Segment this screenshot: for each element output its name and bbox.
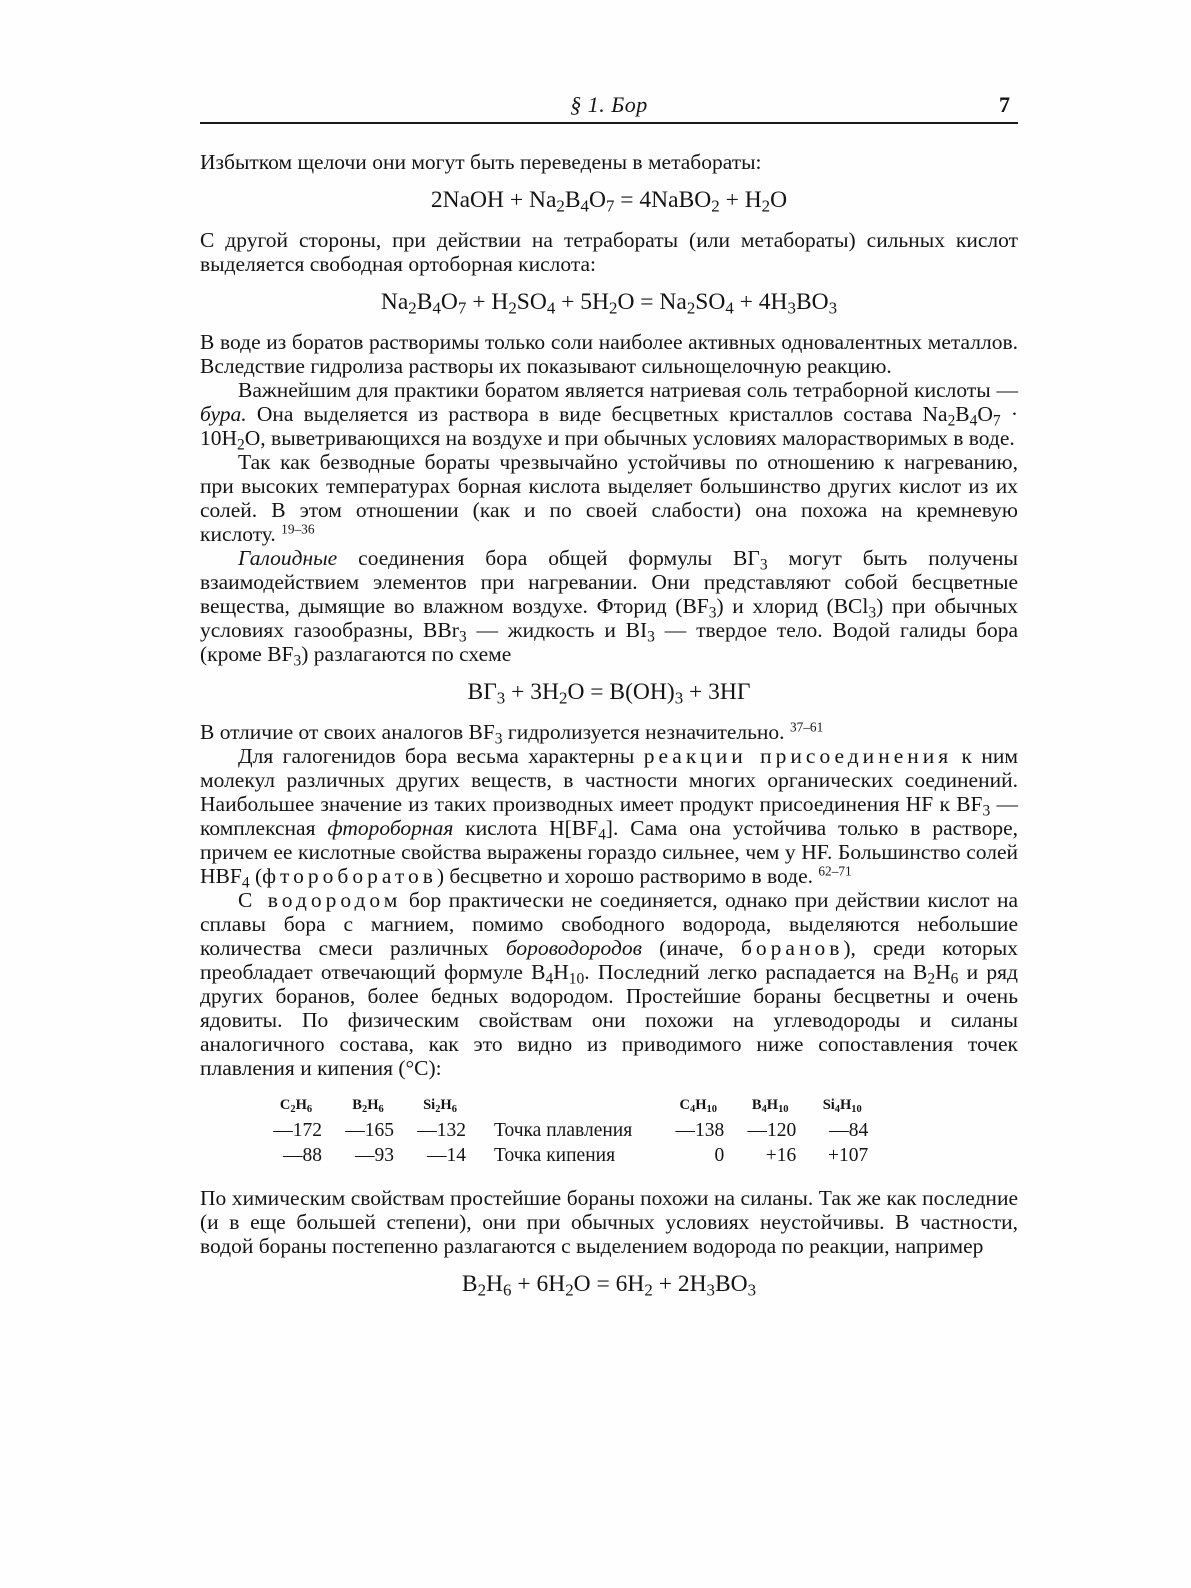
cell-si4h10-boiling: +107 <box>827 1145 869 1166</box>
header-b2h6: $B_2H_6$ <box>352 1096 384 1115</box>
header-b4h10: $B_4H_{10}$ <box>751 1096 789 1115</box>
paragraph-bf3-hydrolysis: В отличие от своих аналогов $BF_3$ гидролизуется незначительно. $^{37-61}$ <box>200 719 824 748</box>
term-borax: бура. <box>200 402 247 426</box>
row-label-boiling: Точка кипения <box>494 1145 616 1166</box>
term-halides: Галоидные <box>238 546 338 570</box>
running-title: § 1. Бор <box>570 92 648 117</box>
table-header-row <box>260 1092 878 1118</box>
paragraph-metaborates: Избытком щелочи они могут быть переведены в метабораты: <box>200 150 762 174</box>
table-row <box>260 1143 878 1168</box>
header-c2h6: $C_2H_6$ <box>279 1096 313 1115</box>
page-header <box>200 92 1018 128</box>
spaced-boranes: боранов <box>740 936 844 960</box>
header-si2h6: $Si_2H_6$ <box>423 1096 457 1115</box>
equation-borax-sulfuric: $Na_2B_4O_7 + H_2SO_4 + 5H_2O = Na_2SO_4 + 4H_3BO_3$ <box>380 289 838 318</box>
header-si4h10: $Si_4H_{10}$ <box>822 1096 862 1115</box>
page-body <box>200 150 1018 1312</box>
page-number: 7 <box>999 92 1010 117</box>
reference-62-71: 62–71 <box>818 863 852 879</box>
cell-b4h10-melting: —120 <box>747 1120 797 1141</box>
paragraph-halides: Галоидные соединения бора общей формулы $BГ_3$ могут быть получены взаимодействием элементов при нагревании. Они представляют собой бесцветные вещества, дымящие во влажном воздухе. Фторид $(BF_3)$ и хлорид (BCl$_3$) при обычных условиях газообразны, BBr$_3$ — жидкость и $BI_3$ — твердое тело. Водой галиды бора (кроме $BF_3$) разлагаются по схеме <box>200 546 1018 670</box>
cell-c4h10-melting: —138 <box>675 1120 725 1141</box>
paragraph-borate-solubility: В воде из боратов растворимы только соли наиболее активных одновалентных металлов. Вследствие гидролиза растворы их показывают сильнощелочную реакцию. <box>200 330 1018 378</box>
paragraph-addition-reactions: Для галогенидов бора весьма характерны реакции присоединения к ним молекул различных других веществ, в частности многих органических соединений. Наибольшее значение из таких производных имеет продукт присоединения HF к $BF_3$ — комплексная фтороборная кислота $H[BF_4]$. Сама она устойчива только в растворе, причем ее кислотные свойства выражены гораздо сильнее, чем у HF. Большинство солей $HBF_4$ (фтороборатов) бесцветно и хорошо растворимо в воде. $^{62-71}$ <box>200 744 1018 892</box>
equation-diborane-hydrolysis: $B_2H_6 + 6H_2O = 6H_2 + 2H_3BO_3$ <box>461 1271 757 1300</box>
term-fluoroboric: фтороборная <box>327 816 454 840</box>
paragraph-borax: Важнейшим для практики боратом является натриевая соль тетраборной кислоты — бура. Она выделяется из раствора в виде бесцветных кристаллов состава $Na_2B_4O_7 \cdot 10H_2O$, выветривающихся на воздухе и при обычных условиях малорастворимых в воде. <box>200 378 1018 454</box>
cell-c2h6-boiling: —88 <box>283 1145 322 1166</box>
header-label-empty <box>476 1092 662 1118</box>
spaced-hydrogen: С водородом <box>238 888 402 912</box>
cell-b4h10-boiling: +16 <box>765 1145 797 1166</box>
equation-halide-hydrolysis: $BГ_3 + 3H_2O = B(OH)_3 + 3HГ$ <box>467 679 751 708</box>
cell-b2h6-boiling: —93 <box>355 1145 394 1166</box>
cell-si2h6-boiling: —14 <box>427 1145 466 1166</box>
header-rule <box>200 122 1018 124</box>
row-label-melting: Точка плавления <box>494 1120 633 1141</box>
paragraph-hydrogen-boranes: С водородом бор практически не соединяется, однако при действии кислот на сплавы бора с магнием, помимо свободного водорода, выделяются небольшие количества смеси различных бороводородов (иначе, боранов), среди которых преобладает отвечающий формуле $B_4H_{10}$. Последний легко распадается на $B_2H_6$ и ряд других боранов, более бедных водородом. Простейшие бораны бесцветны и очень ядовиты. По физическим свойствам они похожи на углеводороды и силаны аналогичного состава, как это видно из приводимого ниже сопоставления точек плавления и кипения (°С): <box>200 888 1019 1080</box>
header-c4h10: $C_4H_{10}$ <box>679 1096 717 1115</box>
cell-b2h6-melting: —165 <box>345 1120 394 1141</box>
melting-boiling-table <box>260 1092 878 1168</box>
cell-c4h10-boiling: 0 <box>714 1145 725 1166</box>
table-row <box>260 1118 878 1143</box>
paragraph-orthoboric-acid: С другой стороны, при действии на тетрабораты (или метабораты) сильных кислот выделяется свободная ортоборная кислота: <box>200 228 1018 276</box>
cell-c2h6-melting: —172 <box>273 1120 322 1141</box>
term-boron-hydrides: бороводородов <box>505 936 642 960</box>
paragraph-borane-chemistry: По химическим свойствам простейшие бораны похожи на силаны. Так же как последние (и в еще большей степени), они при обычных условиях неустойчивы. В частности, водой бораны постепенно разлагаются с выделением водорода по реакции, например <box>200 1186 1018 1258</box>
cell-si4h10-melting: —84 <box>829 1120 869 1141</box>
spaced-fluoroborates: фтороборатов <box>262 864 437 888</box>
cell-si2h6-melting: —132 <box>417 1120 466 1141</box>
reference-19-36: 19–36 <box>281 521 315 537</box>
spaced-addition-reactions: реакции присоединения <box>643 744 953 768</box>
equation-naoh-metaborate: 2NaOH + $Na_2B_4O_7$ = 4NaBO$_2$ + $H_2O$ <box>430 187 788 216</box>
paragraph-anhydrous-borates: Так как безводные бораты чрезвычайно устойчивы по отношению к нагреванию, при высоких температурах борная кислота выделяет большинство других кислот из их солей. В этом отношении (как и по своей слабости) она похожа на кремневую кислоту. $^{19-36}$ <box>200 450 1018 546</box>
reference-37-61: 37–61 <box>789 719 824 735</box>
